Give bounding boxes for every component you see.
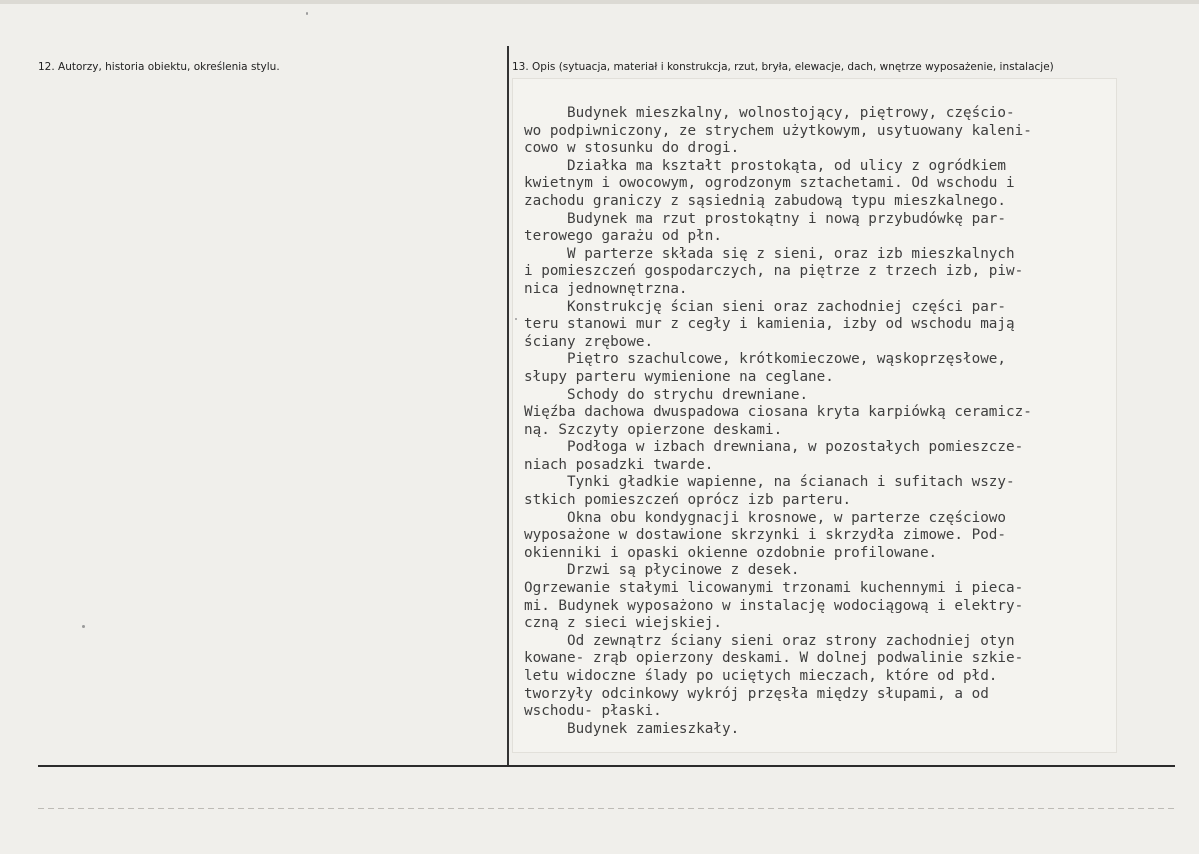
description-line: wo podpiwniczony, ze strychem użytkowym, usytuowany kaleni-: [524, 122, 1032, 139]
sheet-top-edge: [0, 0, 1199, 4]
paper-speck: [515, 318, 517, 320]
paper-speck: [306, 12, 308, 15]
description-line: teru stanowi mur z cegły i kamienia, izby od wschodu mają: [524, 316, 1015, 333]
description-line: Budynek zamieszkały.: [524, 720, 740, 737]
description-line: ną. Szczyty opierzone deskami.: [524, 421, 783, 438]
description-line: stkich pomieszczeń oprócz izb parteru.: [524, 492, 852, 509]
section-13-header: 13. Opis (sytuacja, materiał i konstrukcja, rzut, bryła, elewacje, dach, wnętrze wyposażenie, instalacje): [512, 61, 1054, 73]
description-line: niach posadzki twarde.: [524, 456, 714, 473]
description-line: Ogrzewanie stałymi licowanymi trzonami kuchennymi i pieca-: [524, 580, 1024, 597]
description-line: Konstrukcję ścian sieni oraz zachodniej części par-: [524, 298, 1007, 315]
description-line: kwietnym i owocowym, ogrodzonym sztachetami. Od wschodu i: [524, 175, 1015, 192]
description-line: terowego garażu od płn.: [524, 228, 722, 245]
description-line: W parterze składa się z sieni, oraz izb mieszkalnych: [524, 245, 1015, 262]
description-line: Budynek ma rzut prostokątny i nową przybudówkę par-: [524, 210, 1007, 227]
description-line: Piętro szachulcowe, krótkomieczowe, wąskoprzęsłowe,: [524, 351, 1007, 368]
bottom-faint-rule: [38, 808, 1175, 809]
description-line: nica jednownętrzna.: [524, 280, 688, 297]
description-line: Tynki gładkie wapienne, na ścianach i sufitach wszy-: [524, 474, 1015, 491]
description-line: Od zewnątrz ściany sieni oraz strony zachodniej otyn: [524, 632, 1015, 649]
description-line: Budynek mieszkalny, wolnostojący, piętrowy, częścio-: [524, 105, 1015, 121]
description-line: okienniki i opaski okienne ozdobnie profilowane.: [524, 544, 938, 561]
description-line: słupy parteru wymienione na ceglane.: [524, 368, 834, 385]
description-text: [524, 105, 1124, 738]
description-line: Drzwi są płycinowe z desek.: [524, 562, 800, 579]
description-line: i pomieszczeń gospodarczych, na piętrze z trzech izb, piw-: [524, 263, 1024, 280]
description-line: letu widoczne ślady po uciętych mieczach, które od płd.: [524, 668, 998, 684]
description-line: tworzyły odcinkowy wykrój przęsła między słupami, a od: [524, 685, 989, 702]
description-line: Schody do strychu drewniane.: [524, 386, 809, 403]
description-line: mi. Budynek wyposażono w instalację wodociągową i elektry-: [524, 597, 1024, 614]
description-line: Działka ma kształt prostokąta, od ulicy z ogródkiem: [524, 157, 1007, 174]
description-line: cowo w stosunku do drogi.: [524, 140, 740, 157]
description-line: kowane- zrąb opierzony deskami. W dolnej podwalinie szkie-: [524, 650, 1024, 667]
description-line: ściany zrębowe.: [524, 333, 654, 350]
description-line: czną z sieci wiejskiej.: [524, 615, 722, 632]
description-line: wschodu- płaski.: [524, 703, 662, 720]
description-line: Więźba dachowa dwuspadowa ciosana kryta karpiówką ceramicz-: [524, 404, 1032, 421]
paper-speck: [82, 625, 85, 628]
description-line: wyposażone w dostawione skrzynki i skrzydła zimowe. Pod-: [524, 527, 1007, 544]
description-line: Okna obu kondygnacji krosnowe, w parterze częściowo: [524, 509, 1007, 526]
column-divider: [507, 46, 509, 766]
description-line: Podłoga w izbach drewniana, w pozostałych pomieszcze-: [524, 439, 1024, 456]
section-12-header: 12. Autorzy, historia obiektu, określenia stylu.: [38, 61, 280, 73]
bottom-rule: [38, 765, 1175, 767]
description-line: zachodu graniczy z sąsiednią zabudową typu mieszkalnego.: [524, 192, 1007, 209]
